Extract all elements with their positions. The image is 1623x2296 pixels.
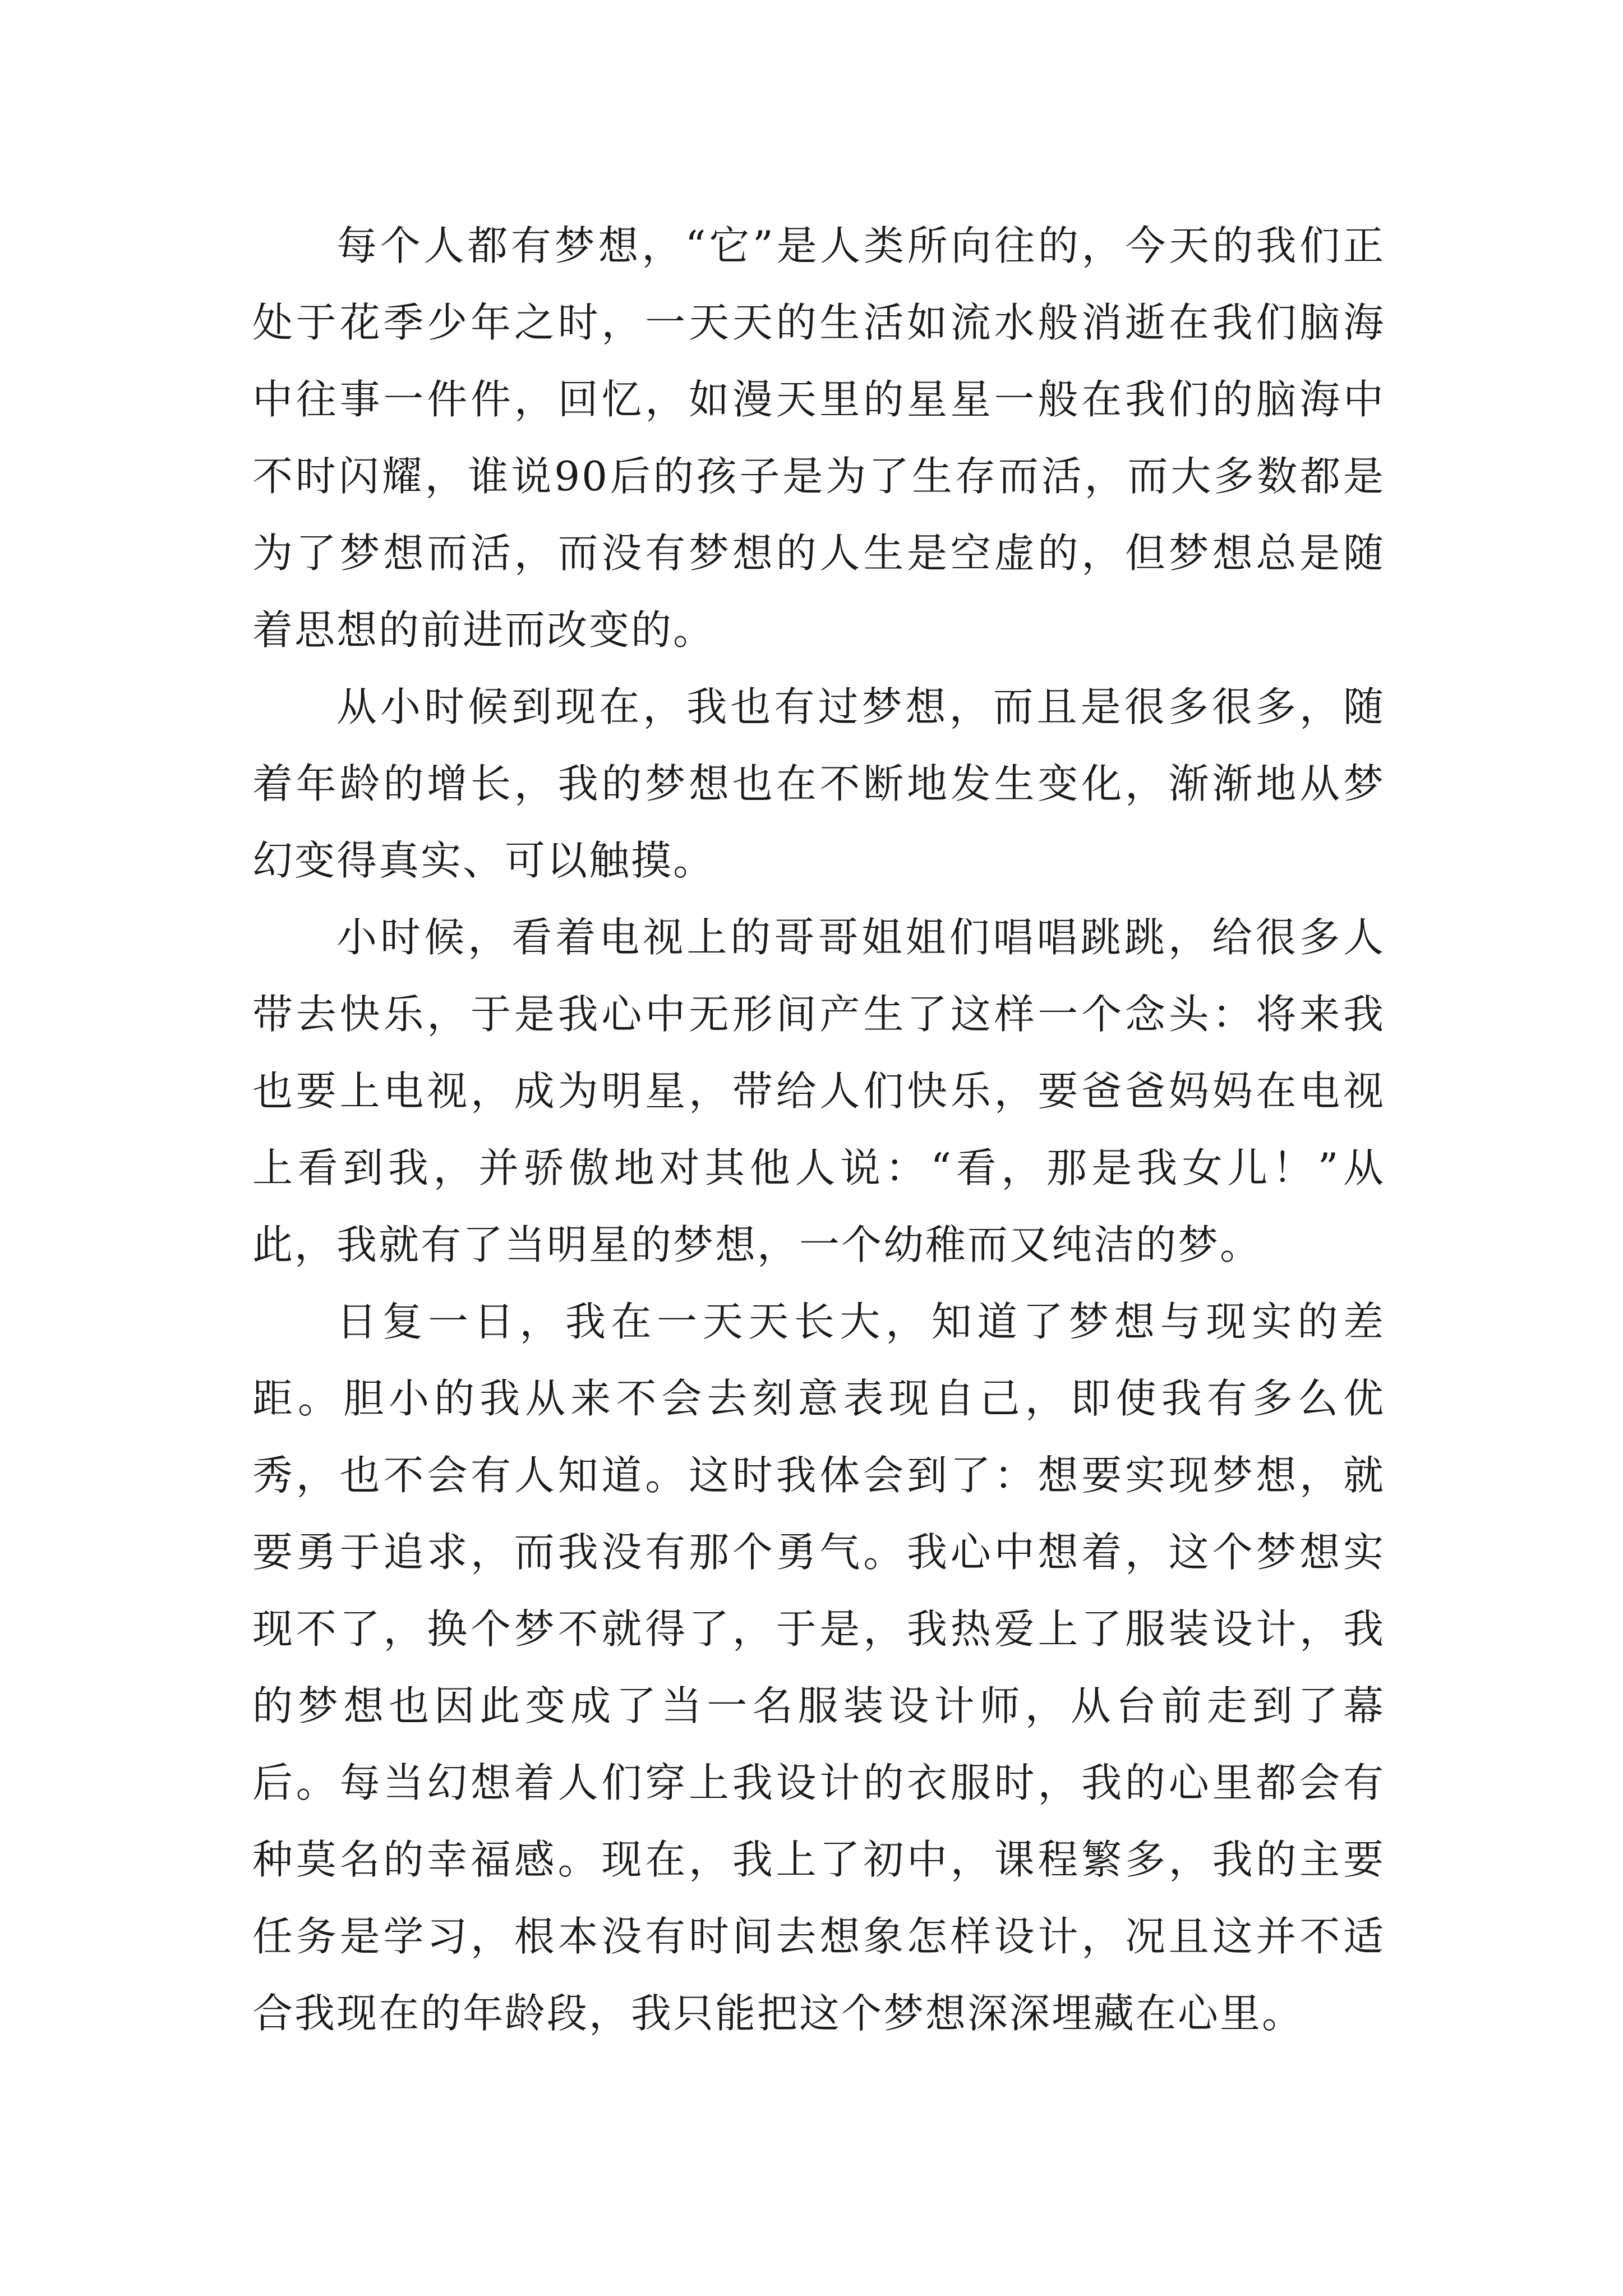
paragraph-3: 小时候，看着电视上的哥哥姐姐们唱唱跳跳，给很多人带去快乐，于是我心中无形间产生了这样一个念头：将来我也要上电视，成为明星，带给人们快乐，要爸爸妈妈在电视上看到我，并骄傲地对其他人说：“看，那是我女儿！”从此，我就有了当明星的梦想，一个幼稚而又纯洁的梦。 <box>252 914 1385 1268</box>
paragraph-1: 每个人都有梦想，“它”是人类所向往的，今天的我们正处于花季少年之时，一天天的生活如流水般消逝在我们脑海中往事一件件，回忆，如漫天里的星星一般在我们的脑海中不时闪耀，谁说90后的孩子是为了生存而活，而大多数都是为了梦想而活，而没有梦想的人生是空虚的，但梦想总是随着思想的前进而改变的。 <box>252 222 1385 654</box>
essay-body <box>252 208 1385 2052</box>
paragraph-4: 日复一日，我在一天天长大，知道了梦想与现实的差距。胆小的我从来不会去刻意表现自己，即使我有多么优秀，也不会有人知道。这时我体会到了：想要实现梦想，就要勇于追求，而我没有那个勇气。我心中想着，这个梦想实现不了，换个梦不就得了，于是，我热爱上了服装设计，我的梦想也因此变成了当一名服装设计师，从台前走到了幕后。每当幻想着人们穿上我设计的衣服时，我的心里都会有种莫名的幸福感。现在，我上了初中，课程繁多，我的主要任务是学习，根本没有时间去想象怎样设计，况且这并不适合我现在的年龄段，我只能把这个梦想深深埋藏在心里。 <box>252 1298 1385 2037</box>
paragraph-2: 从小时候到现在，我也有过梦想，而且是很多很多，随着年龄的增长，我的梦想也在不断地发生变化，渐渐地从梦幻变得真实、可以触摸。 <box>252 683 1385 884</box>
